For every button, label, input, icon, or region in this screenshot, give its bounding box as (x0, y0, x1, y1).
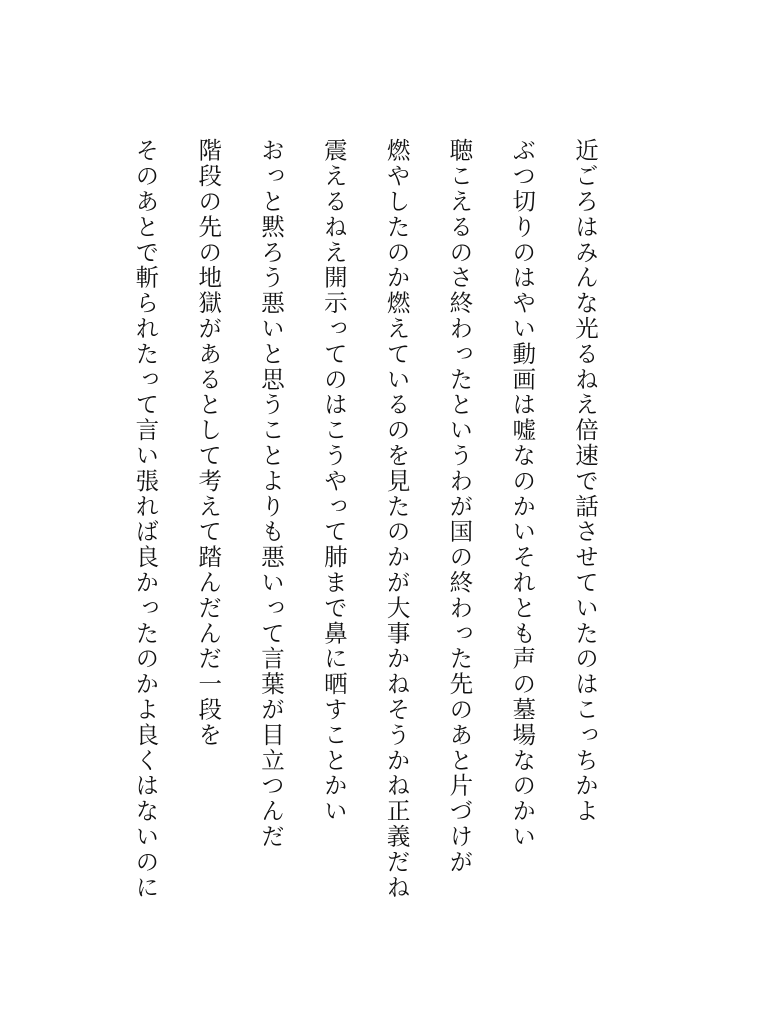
poem-line: そのあとで斬られたって言い張れば良かったのかよ良くはないのに (131, 138, 160, 900)
poem-line: ぶつ切りのはやい動画は嘘なのかいそれとも声の墓場なのかい (508, 138, 537, 850)
poem-text-block (114, 138, 616, 898)
poem-line: 燃やしたのか燃えているのを見たのかが大事かねそうかね正義だね (382, 138, 411, 900)
poem-line: 震えるねえ開示ってのはこうやって肺まで鼻に晒すことかい (319, 138, 348, 824)
poem-line: 聴こえるのさ終わったというわが国の終わった先のあと片づけが (445, 138, 474, 875)
poem-line: 近ごろはみんな光るねえ倍速で話させていたのはこっちかよ (571, 138, 599, 824)
poem-line: おっと黙ろう悪いと思うことよりも悪いって言葉が目立つんだ (257, 138, 286, 850)
poem-line: 階段の先の地獄があるとして考えて踏んだんだ一段を (194, 138, 223, 748)
